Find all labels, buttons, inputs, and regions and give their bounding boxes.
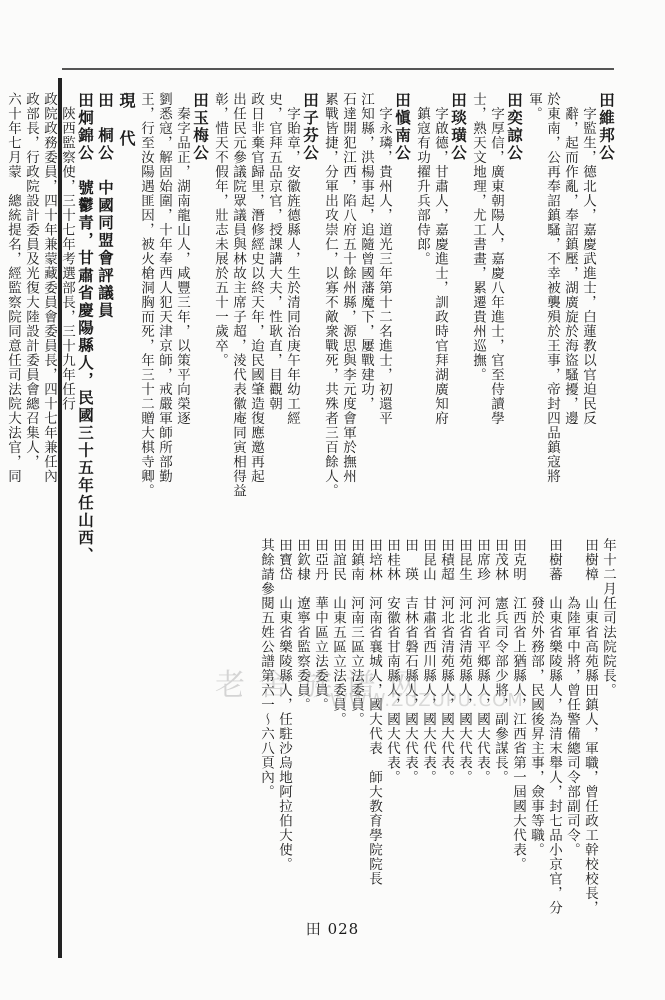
text-column: 陝西監察使，三十七年考選部長，三十九年任行 [59,92,75,411]
top-columns [5,92,616,565]
text-column: 字厚信，廣東朝陽人，嘉慶八年進士，官至侍讀學 [488,92,504,426]
text-column: 字貽章，安徽旌德縣人，生於清同治庚午年幼工經 [284,92,300,426]
text-column: 為陸軍中將，曾任警備總司令部副司令。 [564,538,580,857]
text-column: 年十二月任司法院院長。 [600,538,616,698]
text-column: 彰，惜天不假年，壯志未展於五十一歲卒。 [212,92,228,368]
text-column: 田 瑛 吉林省磐石縣人，國大代表。 [402,538,418,785]
top-rule [62,68,614,70]
text-column: 田培林 河南省襄城人，國大代表 師大教育學院院長 [366,538,382,886]
text-column: 軍。 [526,92,542,121]
text-column: 田昆山 甘肅省西川縣人，國大代表。 [420,538,436,785]
text-column: 字啟德，甘肅人，嘉慶進士，訓政時官拜湖廣知府 [432,92,448,426]
entry-heading: 田琰璜公 [449,92,468,162]
text-column: 士，熟天文地理，尤工書畫，累遷貴州巡撫。 [470,92,486,382]
entry-heading: 田炯錦公 號鬱青，甘肅省慶陽縣人，民國三十五年任山西、 [76,92,95,565]
top-section [5,92,616,565]
text-column: 田寶岱 山東省樂陵縣人，任駐沙烏地阿拉伯大使。 [276,538,292,872]
text-column: 田欽棣 遼寧省監察委員。 [294,538,310,712]
text-column: 六十年七月蒙 總統提名，經監察院同意任司法院大法官，同 [5,92,21,484]
text-column: 田昆生 河北省清苑縣人，國大代表。 [456,538,472,785]
text-column: 田席珍 河北省平鄉縣人，國大代表。 [474,538,490,785]
text-column: 田樹樟 山東省高苑縣田鎮人，軍職，曾任政工幹校校長， [582,538,598,915]
text-column: 田積超 河北省清苑縣人，國大代表。 [438,538,454,785]
text-column: 田克明 江西省上猶縣人，江西省第一屆國大代表。 [510,538,526,872]
text-column: 田茂林 憲兵司令部少將，副參謀長。 [492,538,508,785]
text-column: 田桂林 安徽省甘南縣人，國大代表。 [384,538,400,785]
entry-heading: 田維邦公 [597,92,616,162]
text-column: 王，行至汝陽遇匪因，被火槍洞胸而死，年三十二贈大棋寺卿。 [138,92,154,498]
bottom-columns [70,538,616,915]
text-column: 江知縣，洪楊事起，追隨曾國藩魔下，屢戰建功， [358,92,374,411]
text-column: 田誼民 山東五區立法委員。 [330,538,346,727]
bottom-section [70,538,616,915]
text-column: 史，官拜五品京官，授課講大夫，性耿直，目觀朝 [266,92,282,411]
entry-heading: 田玉梅公 [191,92,210,162]
text-column: 田樹蕃 山東省樂陵縣人，為清末舉人，封七品小京官，分 [546,538,562,915]
text-column: 石達開犯江西，陷八府五十餘州縣，源思與李元度會軍於撫州 [340,92,356,484]
text-column: 政日非棄官歸里，潛修經史以終天年，迨民國肇造復應邀再起 [248,92,264,484]
text-column: 累戰皆捷，分軍出攻崇仁，以寡不敵衆戰死，共殊者三百餘人。 [322,92,338,498]
watermark-url: WWW.ZUZUPU.COM [330,690,524,711]
text-column: 秦字品正，湖南龍山人，咸豐三年，以策平向榮逐 [174,92,190,426]
text-column: 政部長，行政院設計委員及光復大陸設計委員會總召集人， [23,92,39,469]
entry-heading: 田奕諒公 [505,92,524,162]
text-column: 其餘請參閱五姓公譜第六一～六八頁內。 [258,538,274,799]
entry-heading: 田愼南公 [393,92,412,162]
text-column: 發於外務部，民國後昇主事，僉事等職。 [528,538,544,857]
watermark: 老 舍 族 谱 网 [215,668,422,703]
text-column: 出任民元參議院眾議員與林故主席子超，淩代表徽庵同寅相得益 [230,92,246,498]
text-column: 劉悉寇，解固始圍，十年奉西人犯天津京師，戒嚴軍師所部勤 [156,92,172,484]
text-column: 字監生，德北人，嘉慶武進士，白蓮教以官迫民反 [580,92,596,426]
section-heading: 現 代 [117,92,136,149]
page-number: 田 028 [305,920,360,938]
text-column: 政院政務委員，四十年兼蒙藏委員會委員長，四十七年兼任內 [41,92,57,484]
text-column: 鎮寇有功擢升兵部侍郎。 [414,92,430,266]
text-column: 辭，起而作亂，奉詔鎮壓，湖廣旋於海盜騷擾，邊 [562,92,578,426]
entry-heading: 田 桐公 中國同盟會評議員 [96,92,115,320]
text-column: 田亞丹 華中區立法委員。 [312,538,328,712]
entry-heading: 田子芬公 [301,92,320,162]
text-column: 字永璘，貴州人，道光三年第十二名進士，初還平 [376,92,392,426]
text-column: 田鎮南 河南三區立法委員。 [348,538,364,727]
text-column: 於東南，公再奉詔鎮騷，不幸被襲殞於王事，帝封四品鎮寇將 [544,92,560,484]
